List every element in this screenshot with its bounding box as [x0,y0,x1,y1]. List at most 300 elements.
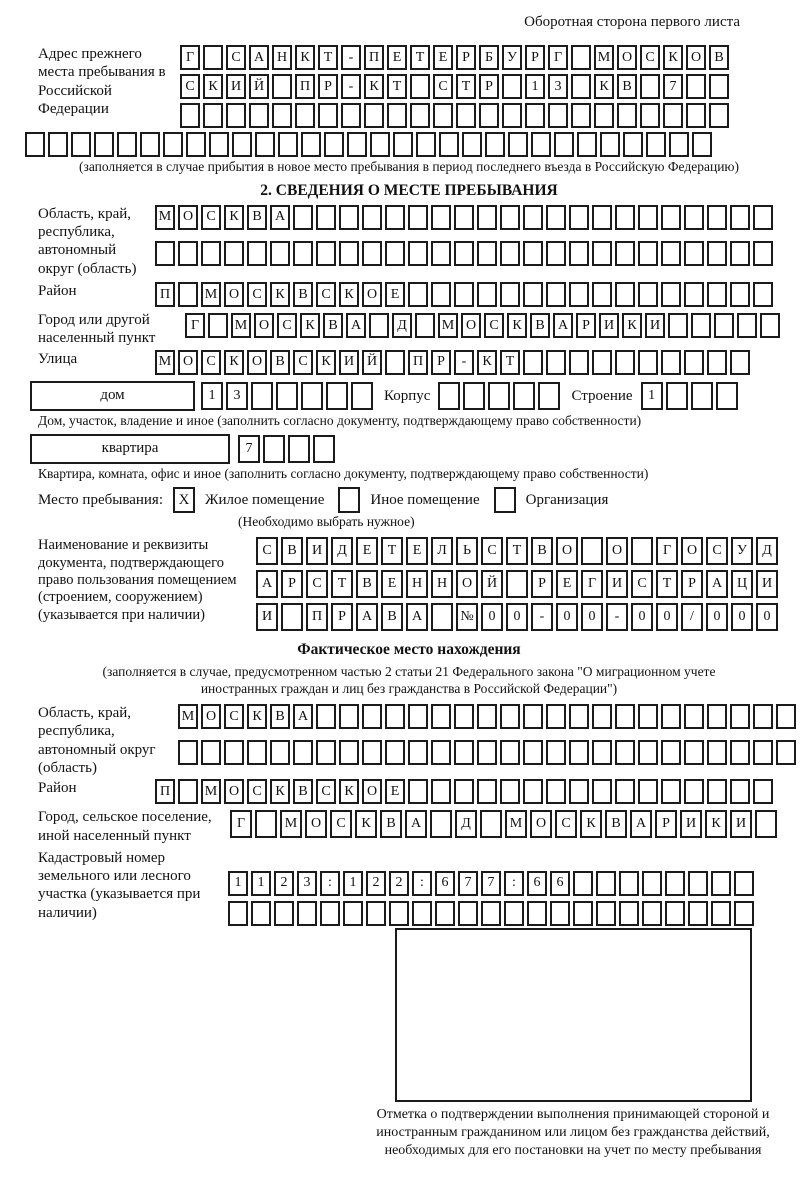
factual-raion-label: Район [38,780,77,797]
char-box: К [224,205,244,230]
char-box [600,132,620,157]
char-box: М [155,350,175,375]
char-box: И [226,74,246,99]
document-block [38,537,780,631]
char-box [463,382,485,410]
char-box [224,241,244,266]
char-box: Д [756,537,778,565]
char-box [209,132,229,157]
char-box: С [201,350,221,375]
char-box [716,382,738,410]
factual-gorod-label: Город, сельское поселение, иной населенный пункт [38,809,212,844]
char-box: Е [381,570,403,598]
char-box: И [606,570,628,598]
char-box [155,241,175,266]
raion-label: Район [38,283,77,300]
char-box [776,704,796,729]
char-box [638,205,658,230]
ulitsa-label: Улица [38,350,78,367]
char-box: 1 [251,871,271,896]
char-box [684,704,704,729]
char-box [293,241,313,266]
char-box [415,313,435,338]
char-box [709,103,729,128]
char-box: Г [548,45,568,70]
char-box: М [438,313,458,338]
char-box [94,132,114,157]
char-box [408,282,428,307]
char-box: - [531,603,553,631]
char-box [755,810,777,838]
char-box [734,901,754,926]
factual-raion-block [38,779,780,804]
char-box: И [680,810,702,838]
char-box [412,901,432,926]
char-box: - [454,350,474,375]
char-box [458,901,478,926]
char-box [339,205,359,230]
char-box: П [306,603,328,631]
char-box [316,241,336,266]
char-box: В [617,74,637,99]
char-box [523,779,543,804]
char-box: П [364,45,384,70]
char-box: : [412,871,432,896]
char-box [569,282,589,307]
kvartira-caption: Квартира, комната, офис и иное (заполнить согласно документу, подтверждающему право собственности) [38,465,649,481]
char-box: 3 [297,871,317,896]
factual-raion-row [155,779,776,804]
char-box [753,779,773,804]
char-box [208,313,228,338]
char-box: 6 [435,871,455,896]
char-box [462,132,482,157]
char-box [569,740,589,765]
char-box [278,132,298,157]
factual-oblast-row-1 [178,704,799,729]
factual-oblast-row-2 [178,740,799,765]
char-box: В [293,779,313,804]
char-box [431,740,451,765]
prev-address-row-1 [180,45,732,70]
kvartira-box: квартира [30,434,230,464]
char-box [295,103,315,128]
char-box: Р [331,603,353,631]
char-box: М [231,313,251,338]
char-box: Е [385,779,405,804]
char-box: О [201,704,221,729]
char-box [364,103,384,128]
char-box [638,740,658,765]
char-box [247,241,267,266]
residence-type-checkbox-inoe [338,487,360,513]
char-box [387,103,407,128]
char-box: В [605,810,627,838]
char-box [313,435,335,463]
char-box [477,740,497,765]
char-box [454,740,474,765]
char-box: К [580,810,602,838]
char-box [546,241,566,266]
char-box [301,382,323,410]
char-box [263,435,285,463]
char-box: М [201,779,221,804]
char-box: С [433,74,453,99]
char-box: Д [331,537,353,565]
char-box: А [256,570,278,598]
stroenie-label: Строение [571,387,633,404]
document-row-1 [256,537,781,565]
char-box: К [339,282,359,307]
char-box: В [293,282,313,307]
char-box [661,740,681,765]
char-box: В [530,313,550,338]
char-box [439,132,459,157]
char-box: Т [656,570,678,598]
char-box [347,132,367,157]
char-box: 1 [525,74,545,99]
char-box [293,740,313,765]
char-box [224,740,244,765]
char-box: Т [381,537,403,565]
char-box [281,603,303,631]
char-box: К [295,45,315,70]
char-box: К [477,350,497,375]
char-box [730,704,750,729]
char-box [326,382,348,410]
char-box [760,313,780,338]
char-box: И [756,570,778,598]
char-box: : [504,871,524,896]
char-box: Р [655,810,677,838]
char-box [753,704,773,729]
char-box [730,241,750,266]
char-box: О [456,570,478,598]
char-box [477,205,497,230]
char-box [201,241,221,266]
char-box: С [224,704,244,729]
korpus-cells [438,382,563,410]
char-box: О [362,779,382,804]
char-box [615,740,635,765]
char-box: А [356,603,378,631]
char-box [592,205,612,230]
char-box: П [408,350,428,375]
kadastr-row-1 [228,871,757,896]
char-box [569,241,589,266]
prev-address-label: Адрес прежнего места пребывания в Российской Федерации [38,46,166,117]
char-box: 2 [274,871,294,896]
char-box [180,103,200,128]
char-box: А [553,313,573,338]
char-box: В [380,810,402,838]
ulitsa-row [155,350,753,375]
char-box [48,132,68,157]
char-box [640,103,660,128]
char-box [408,241,428,266]
char-box [297,901,317,926]
char-box [385,205,405,230]
char-box: О [247,350,267,375]
char-box: 1 [641,382,663,410]
char-box [454,282,474,307]
char-box [430,810,452,838]
char-box: К [270,282,290,307]
char-box: Г [581,570,603,598]
char-box [642,901,662,926]
residence-type-checkbox-zhiloe: X [173,487,195,513]
char-box: А [346,313,366,338]
char-box: : [320,871,340,896]
char-box: 1 [228,871,248,896]
char-box: Т [410,45,430,70]
char-box: О [530,810,552,838]
char-box [272,74,292,99]
char-box [525,103,545,128]
char-box: С [306,570,328,598]
char-box: 0 [706,603,728,631]
char-box: Е [356,537,378,565]
raion-block [38,282,780,307]
char-box: С [247,779,267,804]
char-box [320,901,340,926]
char-box: К [355,810,377,838]
char-box [663,103,683,128]
char-box [341,103,361,128]
factual-oblast-label: Область, край, республика, автономный округ (область) [38,705,156,776]
char-box: Р [479,74,499,99]
char-box [688,871,708,896]
factual-oblast-block [38,704,780,777]
char-box [431,241,451,266]
char-box: У [731,537,753,565]
char-box [661,779,681,804]
char-box: С [316,282,336,307]
char-box: К [270,779,290,804]
char-box [203,103,223,128]
char-box [339,241,359,266]
char-box: А [406,603,428,631]
factual-gorod-block [38,808,780,845]
char-box [669,132,689,157]
char-box [523,704,543,729]
char-box [255,810,277,838]
char-box [592,704,612,729]
char-box: М [594,45,614,70]
char-box: К [507,313,527,338]
char-box [523,241,543,266]
char-box [707,241,727,266]
char-box [527,901,547,926]
char-box [707,704,727,729]
char-box [389,901,409,926]
char-box: С [247,282,267,307]
char-box: Р [531,570,553,598]
factual-gorod-row [230,810,780,838]
char-box [665,871,685,896]
char-box [201,740,221,765]
char-box [25,132,45,157]
char-box [339,740,359,765]
char-box: Н [406,570,428,598]
kvartira-cells [238,435,338,463]
char-box [737,313,757,338]
char-box [523,205,543,230]
char-box [668,313,688,338]
char-box: М [178,704,198,729]
char-box: К [203,74,223,99]
char-box [369,313,389,338]
char-box [686,103,706,128]
char-box [117,132,137,157]
char-box [707,740,727,765]
char-box: О [681,537,703,565]
char-box: Л [431,537,453,565]
char-box [203,45,223,70]
char-box [513,382,535,410]
char-box [523,740,543,765]
char-box [571,103,591,128]
char-box: Т [331,570,353,598]
char-box: О [461,313,481,338]
char-box [431,779,451,804]
char-box: Р [456,45,476,70]
char-box [691,313,711,338]
char-box [686,74,706,99]
char-box: Т [500,350,520,375]
char-box: 1 [343,871,363,896]
char-box [416,132,436,157]
char-box [500,740,520,765]
char-box: А [270,205,290,230]
char-box: С [640,45,660,70]
char-box [438,382,460,410]
stroenie-cells [641,382,741,410]
char-box: О [178,205,198,230]
char-box [734,871,754,896]
char-box [631,537,653,565]
char-box: О [305,810,327,838]
char-box [546,779,566,804]
char-box: К [247,704,267,729]
char-box: 0 [756,603,778,631]
char-box [255,132,275,157]
kvartira-row [30,434,780,464]
char-box [488,382,510,410]
char-box: Й [249,74,269,99]
gorod-row [185,313,783,338]
char-box [691,382,713,410]
char-box [247,740,267,765]
ulitsa-block [38,350,780,375]
char-box [351,382,373,410]
char-box [569,205,589,230]
char-box [661,241,681,266]
char-box [276,382,298,410]
char-box [684,350,704,375]
char-box: И [306,537,328,565]
char-box: К [300,313,320,338]
char-box: Т [387,74,407,99]
document-label: Наименование и реквизиты документа, подтверждающего право пользования помещением (строением, сооружением) (указывается при наличии) [38,537,237,623]
char-box: Е [387,45,407,70]
char-box [504,901,524,926]
residence-type-checkbox-org [494,487,516,513]
char-box [339,704,359,729]
char-box: Ь [456,537,478,565]
char-box [362,241,382,266]
oblast-row-1 [155,205,776,230]
char-box [301,132,321,157]
char-box [163,132,183,157]
page-side-title: Оборотная сторона первого листа [524,14,740,30]
char-box: А [706,570,728,598]
char-box [661,350,681,375]
korpus-label: Корпус [384,387,431,404]
char-box [500,205,520,230]
char-box: И [645,313,665,338]
char-box: / [681,603,703,631]
char-box [573,901,593,926]
char-box: Г [185,313,205,338]
residence-type-option-inoe: Иное помещение [370,491,480,508]
char-box [410,74,430,99]
char-box: 7 [238,435,260,463]
char-box [571,45,591,70]
char-box [485,132,505,157]
char-box [408,704,428,729]
char-box: В [356,570,378,598]
char-box [711,901,731,926]
char-box: Е [556,570,578,598]
char-box [431,603,453,631]
dom-caption: Дом, участок, владение и иное (заполнить согласно документу, подтверждающему право собственности) [38,412,642,428]
char-box [569,779,589,804]
char-box [481,901,501,926]
char-box: 6 [550,871,570,896]
char-box [596,901,616,926]
char-box [707,779,727,804]
prev-address-caption: (заполняется в случае прибытия в новое место пребывания в период последнего въезда в Российскую Федерацию) [78,159,740,174]
char-box [573,871,593,896]
char-box [508,132,528,157]
char-box [638,241,658,266]
char-box [454,704,474,729]
char-box [480,810,502,838]
char-box: О [224,282,244,307]
prev-address-row-2 [180,74,732,99]
char-box [502,103,522,128]
char-box: С [316,779,336,804]
char-box: 0 [506,603,528,631]
gorod-label: Город или другой населенный пункт [38,312,156,347]
dom-cells [201,382,376,410]
char-box: С [277,313,297,338]
char-box: Б [479,45,499,70]
char-box [581,537,603,565]
char-box: К [316,350,336,375]
char-box [709,74,729,99]
char-box [546,704,566,729]
char-box: О [224,779,244,804]
char-box [477,704,497,729]
document-row-2 [256,570,781,598]
char-box [477,282,497,307]
char-box: 7 [481,871,501,896]
char-box [596,871,616,896]
char-box [251,382,273,410]
char-box [550,901,570,926]
